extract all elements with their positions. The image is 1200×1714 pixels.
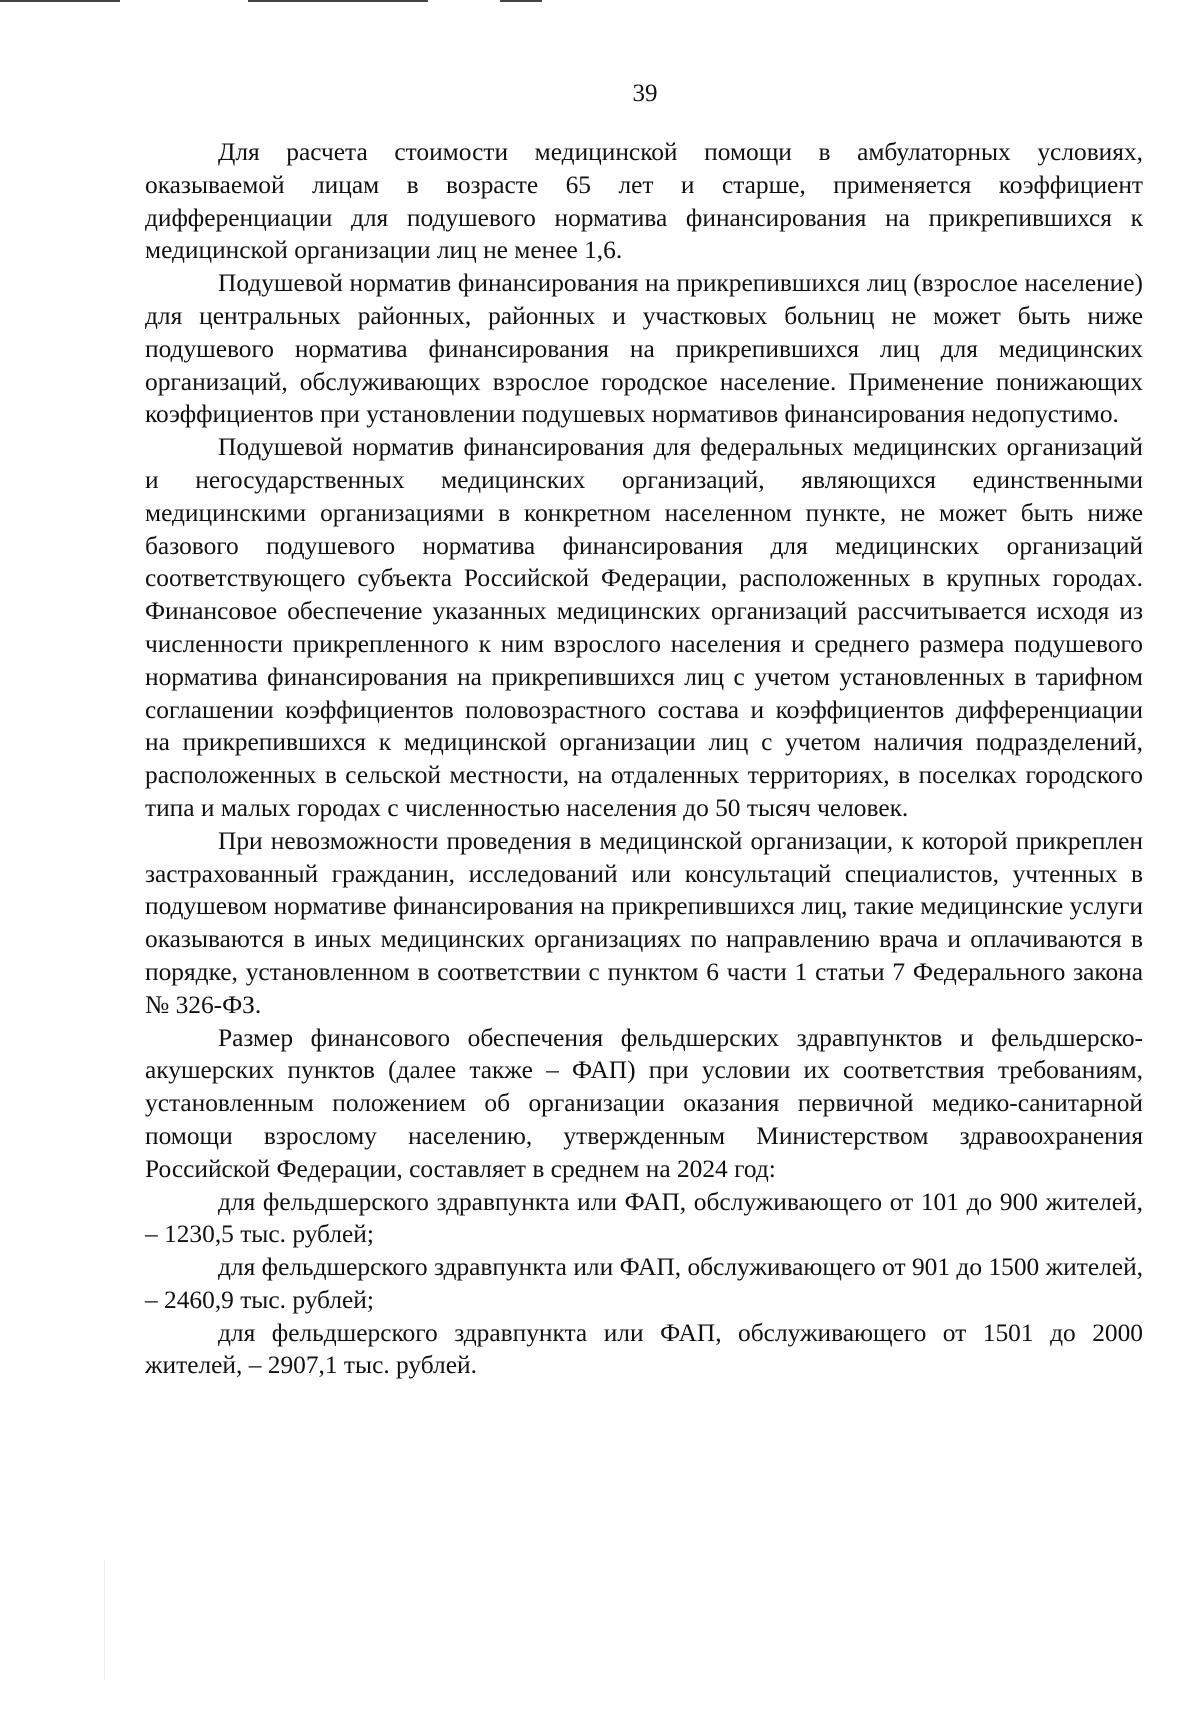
paragraph-referral-services: При невозможности проведения в медицинской организации, к которой прикреплен застрахованный гражданин, исследований или консультаций специалистов, учтенных в подушевом нормативе финансирования на прикрепившихся лиц, такие медицинские услуги оказываются в иных медицинских организациях по направлению врача и оплачиваются в порядке, установленном в соответствии с пунктом 6 части 1 статьи 7 Федерального закона № 326-ФЗ. [145, 826, 1143, 1019]
paragraph-federal-organizations: Подушевой норматив финансирования для федеральных медицинских организаций и негосударственных медицинских организаций, являющихся единственными медицинскими организациями в конкретном населенном пункте, не может быть ниже базового подушевого норматива финансирования для медицинских организаций соответствующего субъекта Российской Федерации, расположенных в крупных городах. Финансовое обеспечение указанных медицинских организаций рассчитывается исходя из численности прикрепленного к ним взрослого населения и среднего размера подушевого норматива финансирования на прикрепившихся лиц с учетом установленных в тарифном соглашении коэффициентов половозрастного состава и коэффициентов дифференциации на прикрепившихся к медицинской организации лиц с учетом наличия подразделений, расположенных в сельской местности, на отдаленных территориях, в поселках городского типа и малых городах с численностью населения до 50 тысяч человек. [145, 433, 1143, 822]
paragraph-rural-hospitals: Подушевой норматив финансирования на прикрепившихся лиц (взрослое население) для центральных районных, районных и участковых больниц не может быть ниже подушевого норматива финансирования на прикрепившихся лиц для медицинских организаций, обслуживающих взрослое городское население. Применение понижающих коэффициентов при установлении подушевых нормативов финансирования недопустимо. [145, 269, 1143, 429]
scan-mark [500, 0, 542, 2]
list-item-fap-101-900: для фельдшерского здравпункта или ФАП, обслуживающего от 101 до 900 жителей, – 1230,5 тыс. рублей; [145, 1187, 1143, 1249]
page-number: 39 [632, 80, 658, 107]
scan-shadow [104, 1560, 105, 1680]
scan-mark [0, 0, 120, 2]
paragraph-age-coefficient: Для расчета стоимости медицинской помощи в амбулаторных условиях, оказываемой лицам в возрасте 65 лет и старше, применяется коэффициент дифференциации для подушевого норматива финансирования на прикрепившихся к медицинской организации лиц не менее 1,6. [145, 138, 1143, 265]
list-item-fap-1501-2000: для фельдшерского здравпункта или ФАП, обслуживающего от 1501 до 2000 жителей, – 2907,1 тыс. рублей. [145, 1318, 1143, 1380]
paragraph-fap-financing: Размер финансового обеспечения фельдшерских здравпунктов и фельдшерско-акушерских пунктов (далее также – ФАП) при условии их соответствия требованиям, установленным положением об организации оказания первичной медико-санитарной помощи взрослому населению, утвержденным Министерством здравоохранения Российской Федерации, составляет в среднем на 2024 год: [145, 1023, 1143, 1183]
scan-edge-marks [0, 0, 1200, 6]
scan-mark [248, 0, 428, 2]
list-item-fap-901-1500: для фельдшерского здравпункта или ФАП, обслуживающего от 901 до 1500 жителей, – 2460,9 тыс. рублей; [145, 1253, 1143, 1314]
document-body [145, 136, 1143, 1382]
